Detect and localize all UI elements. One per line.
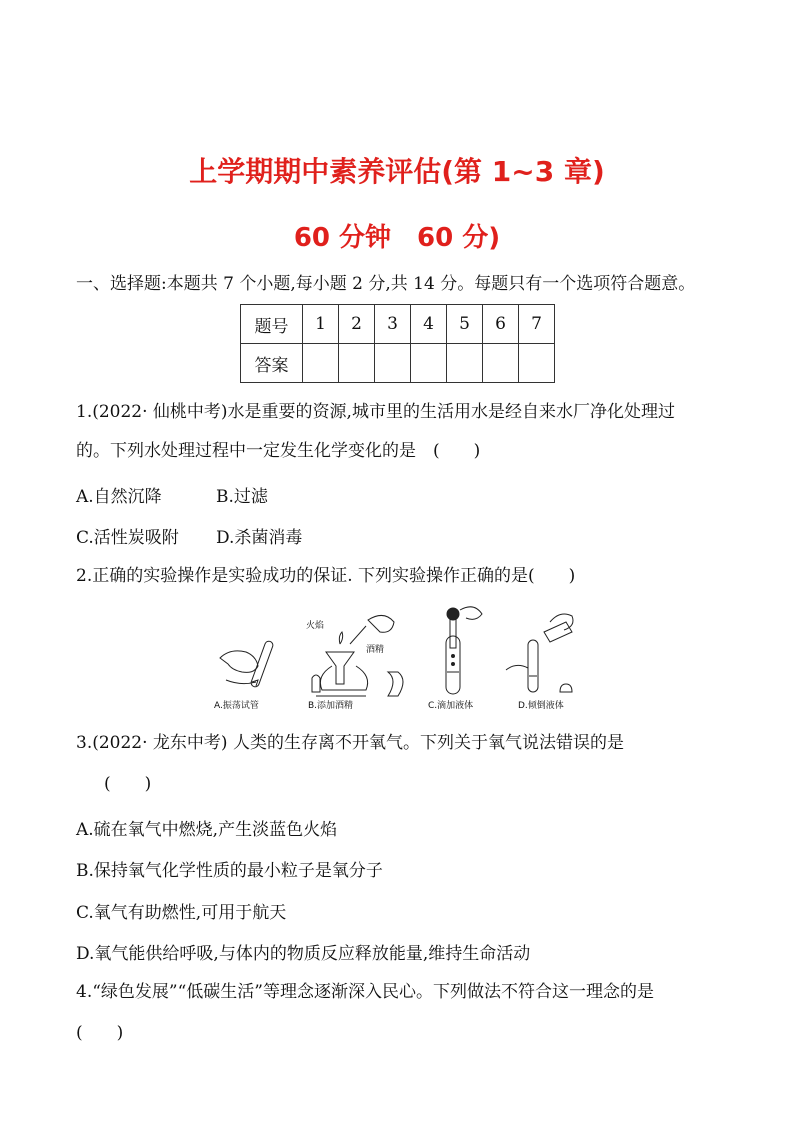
q3-stem-line1: 3.(2022· 龙东中考) 人类的生存离不开氧气。下列关于氧气说法错误的是 — [76, 733, 624, 753]
q4-stem-line1: 4.“绿色发展”“低碳生活”等理念逐渐深入民心。下列做法不符合这一理念的是 — [76, 982, 654, 1002]
answer-cell[interactable] — [519, 344, 555, 383]
question-number-cell: 7 — [519, 305, 555, 344]
question-number-cell: 6 — [483, 305, 519, 344]
figure-b-caption: B.添加酒精 — [308, 701, 354, 711]
answer-cell[interactable] — [303, 344, 339, 383]
table-row-header: 题号 — [241, 305, 303, 344]
answer-cell[interactable] — [483, 344, 519, 383]
section-instructions: 一、选择题:本题共 7 个小题,每小题 2 分,共 14 分。每题只有一个选项符合题意。 — [76, 274, 696, 294]
figure-a-shaking-test-tube — [220, 640, 274, 688]
q1-option-b: B.过滤 — [216, 487, 268, 507]
q4-stem-line2: ( ) — [76, 1023, 124, 1043]
q3-option-c: C.氧气有助燃性,可用于航天 — [76, 903, 287, 923]
question-number-cell: 2 — [339, 305, 375, 344]
answer-table — [240, 304, 555, 383]
table-row — [241, 305, 555, 344]
q1-option-c: C.活性炭吸附 — [76, 528, 179, 548]
q1-option-d: D.杀菌消毒 — [216, 528, 303, 548]
figure-c-caption: C.滴加液体 — [428, 701, 474, 711]
question-number-cell: 1 — [303, 305, 339, 344]
question-number-cell: 3 — [375, 305, 411, 344]
figure-d-caption: D.倾倒液体 — [518, 701, 564, 711]
q3-option-a: A.硫在氧气中燃烧,产生淡蓝色火焰 — [76, 820, 338, 840]
q1-stem-line1: 1.(2022· 仙桃中考)水是重要的资源,城市里的生活用水是经自来水厂净化处理过 — [76, 402, 675, 422]
q3-option-b: B.保持氧气化学性质的最小粒子是氧分子 — [76, 861, 383, 881]
q2-experiment-figure — [206, 600, 584, 718]
figure-b-alcohol-label: 酒精 — [366, 645, 385, 655]
figure-b-flame-label: 火焰 — [306, 621, 325, 631]
figure-a-caption: A.振荡试管 — [214, 701, 259, 711]
answer-cell[interactable] — [411, 344, 447, 383]
answer-cell[interactable] — [447, 344, 483, 383]
table-row — [241, 344, 555, 383]
q1-option-a: A.自然沉降 — [76, 487, 162, 507]
page-title: 上学期期中素养评估(第 1~3 章) — [189, 155, 605, 188]
q2-stem: 2.正确的实验操作是实验成功的保证. 下列实验操作正确的是( ) — [76, 566, 576, 586]
figure-c-dropping-liquid — [446, 607, 482, 694]
q1-stem-line2: 的。下列水处理过程中一定发生化学变化的是 ( ) — [76, 441, 481, 461]
question-number-cell: 4 — [411, 305, 447, 344]
answer-cell[interactable] — [339, 344, 375, 383]
q3-stem-line2: ( ) — [104, 774, 152, 794]
figure-d-pouring-liquid — [506, 614, 573, 692]
q3-option-d: D.氧气能供给呼吸,与体内的物质反应释放能量,维持生命活动 — [76, 944, 531, 964]
page-subtitle: 60 分钟 60 分) — [293, 223, 501, 253]
figure-b-adding-alcohol — [312, 615, 403, 696]
question-number-cell: 5 — [447, 305, 483, 344]
answer-cell[interactable] — [375, 344, 411, 383]
answer-row-label: 答案 — [241, 344, 303, 383]
